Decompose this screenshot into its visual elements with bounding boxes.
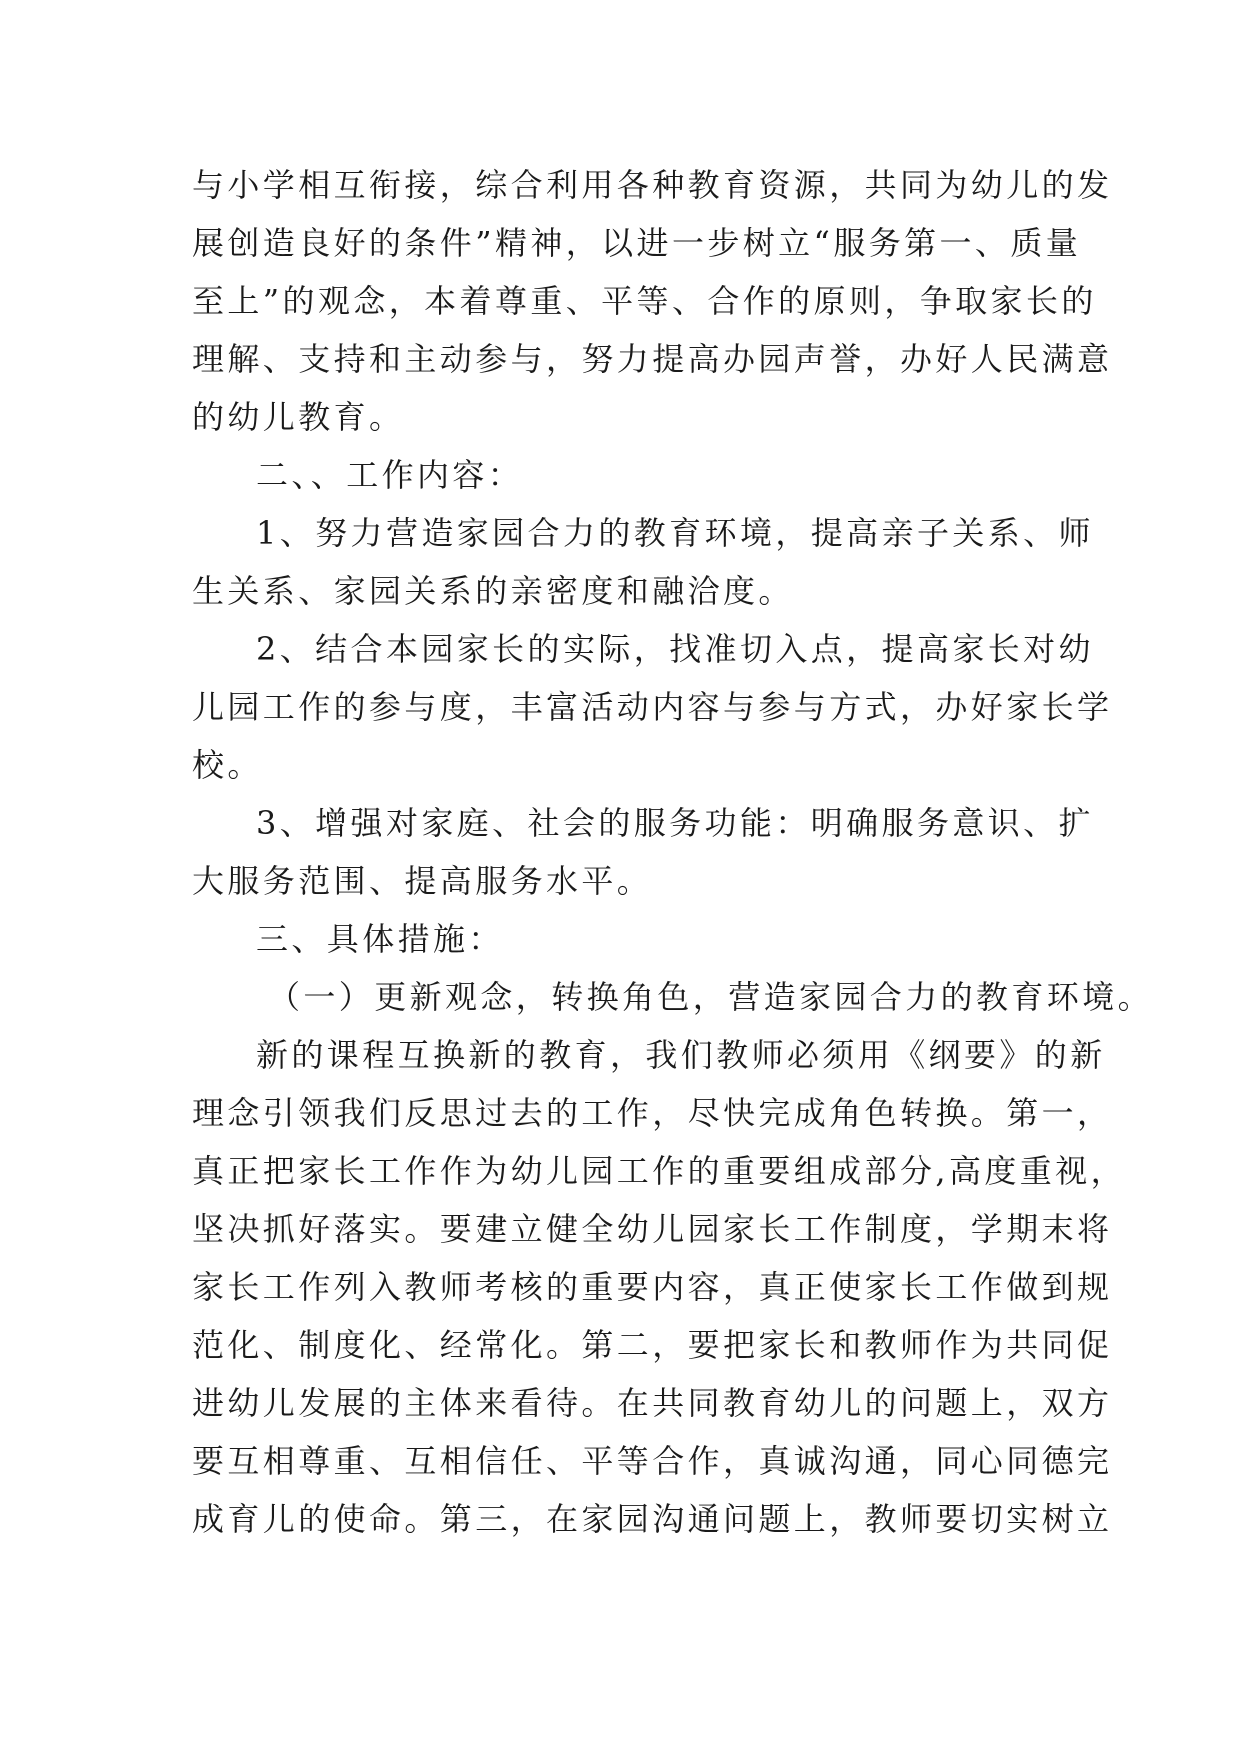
text-line: 理解、支持和主动参与，努力提高办园声誉，办好人民满意 [192, 340, 1113, 378]
text-line: 与小学相互衔接，综合利用各种教育资源，共同为幼儿的发 [192, 166, 1113, 204]
text-line: 2、结合本园家长的实际，找准切入点，提高家长对幼 [256, 630, 1094, 668]
text-line: 理念引领我们反思过去的工作，尽快完成角色转换。第一， [192, 1094, 1113, 1132]
text-line: 展创造良好的条件”精神，以进一步树立“服务第一、质量 [192, 224, 1082, 262]
text-line: 范化、制度化、经常化。第二，要把家长和教师作为共同促 [192, 1326, 1113, 1364]
text-line: 要互相尊重、互相信任、平等合作，真诚沟通，同心同德完 [192, 1442, 1113, 1480]
subsection-heading: （一）更新观念，转换角色，营造家园合力的教育环境。 [268, 978, 1154, 1016]
text-line: 的幼儿教育。 [192, 398, 405, 436]
text-line: 至上”的观念，本着尊重、平等、合作的原则，争取家长的 [192, 282, 1097, 320]
section-heading: 三、具体措施： [256, 920, 504, 958]
text-line: 1、努力营造家园合力的教育环境，提高亲子关系、师 [256, 514, 1094, 552]
text-line: 新的课程互换新的教育，我们教师必须用《纲要》的新 [256, 1036, 1106, 1074]
text-line: 儿园工作的参与度，丰富活动内容与参与方式，办好家长学 [192, 688, 1113, 726]
text-line: 大服务范围、提高服务水平。 [192, 862, 653, 900]
section-heading: 二、、工作内容： [256, 456, 524, 494]
text-line: 坚决抓好落实。要建立健全幼儿园家长工作制度，学期末将 [192, 1210, 1113, 1248]
text-line: 真正把家长工作作为幼儿园工作的重要组成部分,高度重视， [192, 1152, 1126, 1190]
text-line: 家长工作列入教师考核的重要内容，真正使家长工作做到规 [192, 1268, 1113, 1306]
text-line: 校。 [192, 746, 263, 784]
document-body [192, 156, 1154, 1548]
text-line: 进幼儿发展的主体来看待。在共同教育幼儿的问题上，双方 [192, 1384, 1113, 1422]
text-line: 成育儿的使命。第三，在家园沟通问题上，教师要切实树立 [192, 1500, 1113, 1538]
text-line: 3、增强对家庭、社会的服务功能：明确服务意识、扩 [256, 804, 1094, 842]
text-line: 生关系、家园关系的亲密度和融洽度。 [192, 572, 794, 610]
